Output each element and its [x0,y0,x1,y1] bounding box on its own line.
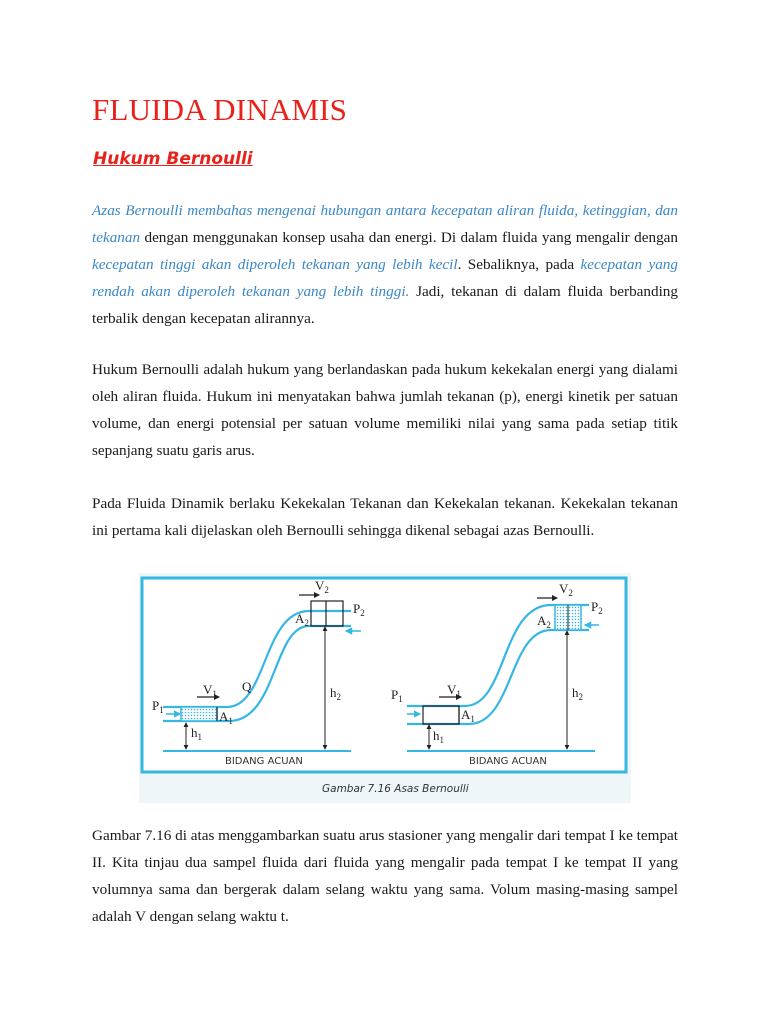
figure-frame [142,578,626,772]
label-p2: $P_2$ [591,599,603,616]
paragraph-intro [92,197,678,332]
label-p1: $P_1$ [152,698,164,715]
bernoulli-diagram [139,573,631,803]
label-v1: $V_1$ [447,682,461,699]
figure-caption: Gambar 7.16 Asas Bernoulli [322,783,469,795]
body-text: Jadi, tekanan di dalam fluida berbanding terbalik dengan kecepatan alirannya. [92,283,678,327]
label-v1: $V_1$ [203,682,217,699]
label-a2: $A_2$ [537,613,551,630]
label-h2: $h_2$ [572,685,583,702]
highlight-text: kecepatan tinggi akan diperoleh tekanan yang lebih kecil [92,256,458,273]
label-a1: $A_1$ [219,709,233,726]
body-text: . Sebaliknya, pada [457,256,581,273]
label-h1: $h_1$ [433,728,444,745]
highlight-text: Azas Bernoulli membahas mengenai hubungan antara kecepatan aliran fluida, ketinggian, dan tekanan [92,202,678,246]
reference-label: BIDANG ACUAN [469,756,547,767]
paragraph-bernoulli-law: Hukum Bernoulli adalah hukum yang berlandaskan pada hukum kekekalan energi yang dialami oleh aliran fluida. Hukum ini menyatakan bahwa jumlah tekanan (p), energi kinetik per satuan volume, dan energi potensial per satuan volume memiliki nilai yang sama pada setiap titik sepanjang suatu garis arus. [92,361,678,459]
label-h2: $h_2$ [330,685,341,702]
label-a1: $A_1$ [461,707,475,724]
label-a2: $A_2$ [295,611,309,628]
label-h1: $h_1$ [191,725,202,742]
highlight-text: kecepatan yang rendah akan diperoleh tekanan yang lebih tinggi. [92,256,678,300]
label-p1: $P_1$ [391,687,403,704]
paragraph-figure-description: Gambar 7.16 di atas menggambarkan suatu arus stasioner yang mengalir dari tempat I ke tempat II. Kita tinjau dua sampel fluida dari fluida yang mengalir pada tempat I ke tempat II yang volumnya sama dan bergerak dalam selang waktu yang sama. Volum masing-masing sampel adalah V dengan selang waktu t. [92,827,678,925]
paragraph-conservation: Pada Fluida Dinamik berlaku Kekekalan Tekanan dan Kekekalan tekanan. Kekekalan tekanan ini pertama kali dijelaskan oleh Bernoulli sehingga dikenal sebagai azas Bernoulli. [92,495,678,539]
label-v2: $V_2$ [315,578,329,595]
bernoulli-figure [139,573,631,803]
label-v2: $V_2$ [559,581,573,598]
page-title: FLUIDA DINAMIS [92,92,348,127]
label-q: Q [242,679,252,694]
label-p2: $P_2$ [353,601,365,618]
section-heading: Hukum Bernoulli [93,149,253,169]
body-text: dengan menggunakan konsep usaha dan energi. Di dalam fluida yang mengalir dengan [140,229,678,246]
fluid-sample-1 [181,707,217,721]
reference-label: BIDANG ACUAN [225,756,303,767]
